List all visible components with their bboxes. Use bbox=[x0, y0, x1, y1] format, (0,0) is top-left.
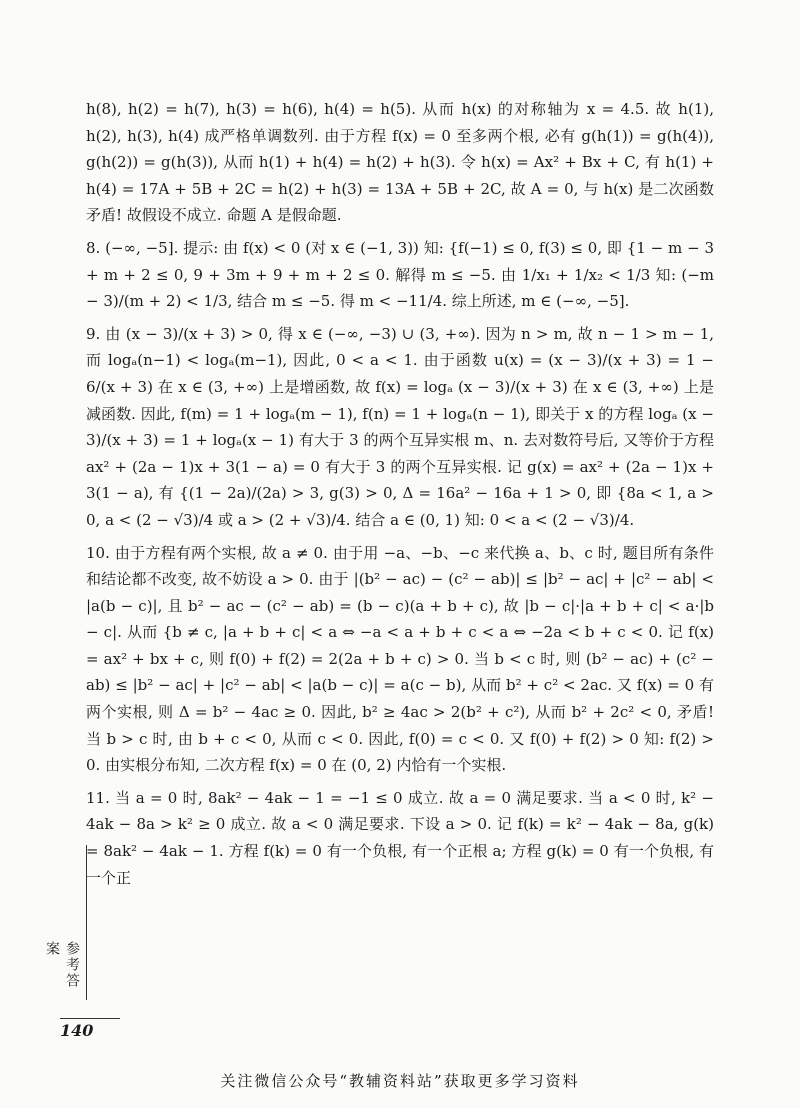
footer-note: 关注微信公众号“教辅资料站”获取更多学习资料 bbox=[220, 1072, 580, 1090]
sidebar-tab bbox=[44, 845, 87, 1000]
answer-paragraph-continuation: h(8), h(2) = h(7), h(3) = h(6), h(4) = h(5). 从而 h(x) 的对称轴为 x = 4.5. 故 h(1), h(2), h(3), h(4) 成严格单调数列. 由于方程 f(x) = 0 至多两个根, 必有 g(h(1)) = g(h(4)), g(h(2)) = g(h(3)), 从而 h(1) + h(4) = h(2) + h(3). 令 h(x) = Ax² + Bx + C, 有 h(1) + h(4) = 17A + 5B + 2C = h(2) + h(3) = 13A + 5B + 2C, 故 A = 0, 与 h(x) 是二次函数矛盾! 故假设不成立. 命题 A 是假命题. bbox=[86, 100, 714, 225]
answer-paragraph-10: 10. 由于方程有两个实根, 故 a ≠ 0. 由于用 −a、−b、−c 来代换 a、b、c 时, 题目所有条件和结论都不改变, 故不妨设 a > 0. 由于 |(b² − ac) − (c² − ab)| ≤ |b² − ac| + |c² − ab| < |a(b − c)|, 且 b² − ac − (c² − ab) = (b − c)(a + b + c), 故 |b − c|·|a + b + c| < a·|b − c|. 从而 {b ≠ c, |a + b + c| < a ⇔ −a < a + b + c < a ⇔ −2a < b + c < 0. 记 f(x) = ax² + bx + c, 则 f(0) + f(2) = 2(2a + b + c) > 0. 当 b < c 时, 则 (b² − ac) + (c² − ab) ≤ |b² − ac| + |c² − ab| < |a(b − c)| = a(c − b), 从而 b² + c² < 2ac. 又 f(x) = 0 有两个实根, 则 Δ = b² − 4ac ≥ 0. 因此, b² ≥ 4ac > 2(b² + c²), 从而 b² + 2c² < 0, 矛盾! 当 b > c 时, 由 b + c < 0, 从而 c < 0. 因此, f(0) = c < 0. 又 f(0) + f(2) > 0 知: f(2) > 0. 由实根分布知, 二次方程 f(x) = 0 在 (0, 2) 内恰有一个实根. bbox=[86, 543, 714, 775]
page-number: 140 bbox=[60, 1018, 120, 1040]
answer-content bbox=[86, 96, 714, 891]
answer-paragraph-8: 8. (−∞, −5]. 提示: 由 f(x) < 0 (对 x ∈ (−1, 3)) 知: {f(−1) ≤ 0, f(3) ≤ 0, 即 {1 − m − 3 + m + 2 ≤ 0, 9 + 3m + 9 + m + 2 ≤ 0. 解得 m ≤ −5. 由 1/x₁ + 1/x₂ < 1/3 知: (−m − 3)/(m + 2) < 1/3, 结合 m ≤ −5. 得 m < −11/4. 综上所述, m ∈ (−∞, −5]. bbox=[86, 238, 714, 311]
answer-paragraph-11: 11. 当 a = 0 时, 8ak² − 4ak − 1 = −1 ≤ 0 成立. 故 a = 0 满足要求. 当 a < 0 时, k² − 4ak − 8a > k² ≥ 0 成立. 故 a < 0 满足要求. 下设 a > 0. 记 f(k) = k² − 4ak − 8a, g(k) = 8ak² − 4ak − 1. 方程 f(k) = 0 有一个负根, 有一个正根 a; 方程 g(k) = 0 有一个负根, 有一个正 bbox=[86, 788, 714, 887]
sidebar-label: 参考答案 bbox=[44, 941, 80, 989]
answer-paragraph-9: 9. 由 (x − 3)/(x + 3) > 0, 得 x ∈ (−∞, −3) ∪ (3, +∞). 因为 n > m, 故 n − 1 > m − 1, 而 logₐ(n−1) < logₐ(m−1), 因此, 0 < a < 1. 由于函数 u(x) = (x − 3)/(x + 3) = 1 − 6/(x + 3) 在 x ∈ (3, +∞) 上是增函数, 故 f(x) = logₐ (x − 3)/(x + 3) 在 x ∈ (3, +∞) 上是减函数. 因此, f(m) = 1 + logₐ(m − 1), f(n) = 1 + logₐ(n − 1), 即关于 x 的方程 logₐ (x − 3)/(x + 3) = 1 + logₐ(x − 1) 有大于 3 的两个互异实根 m、n. 去对数符号后, 又等价于方程 ax² + (2a − 1)x + 3(1 − a) = 0 有大于 3 的两个互异实根. 记 g(x) = ax² + (2a − 1)x + 3(1 − a), 有 {(1 − 2a)/(2a) > 3, g(3) > 0, Δ = 16a² − 16a + 1 > 0, 即 {8a < 1, a > 0, a < (2 − √3)/4 或 a > (2 + √3)/4. 结合 a ∈ (0, 1) 知: 0 < a < (2 − √3)/4. bbox=[86, 324, 714, 529]
